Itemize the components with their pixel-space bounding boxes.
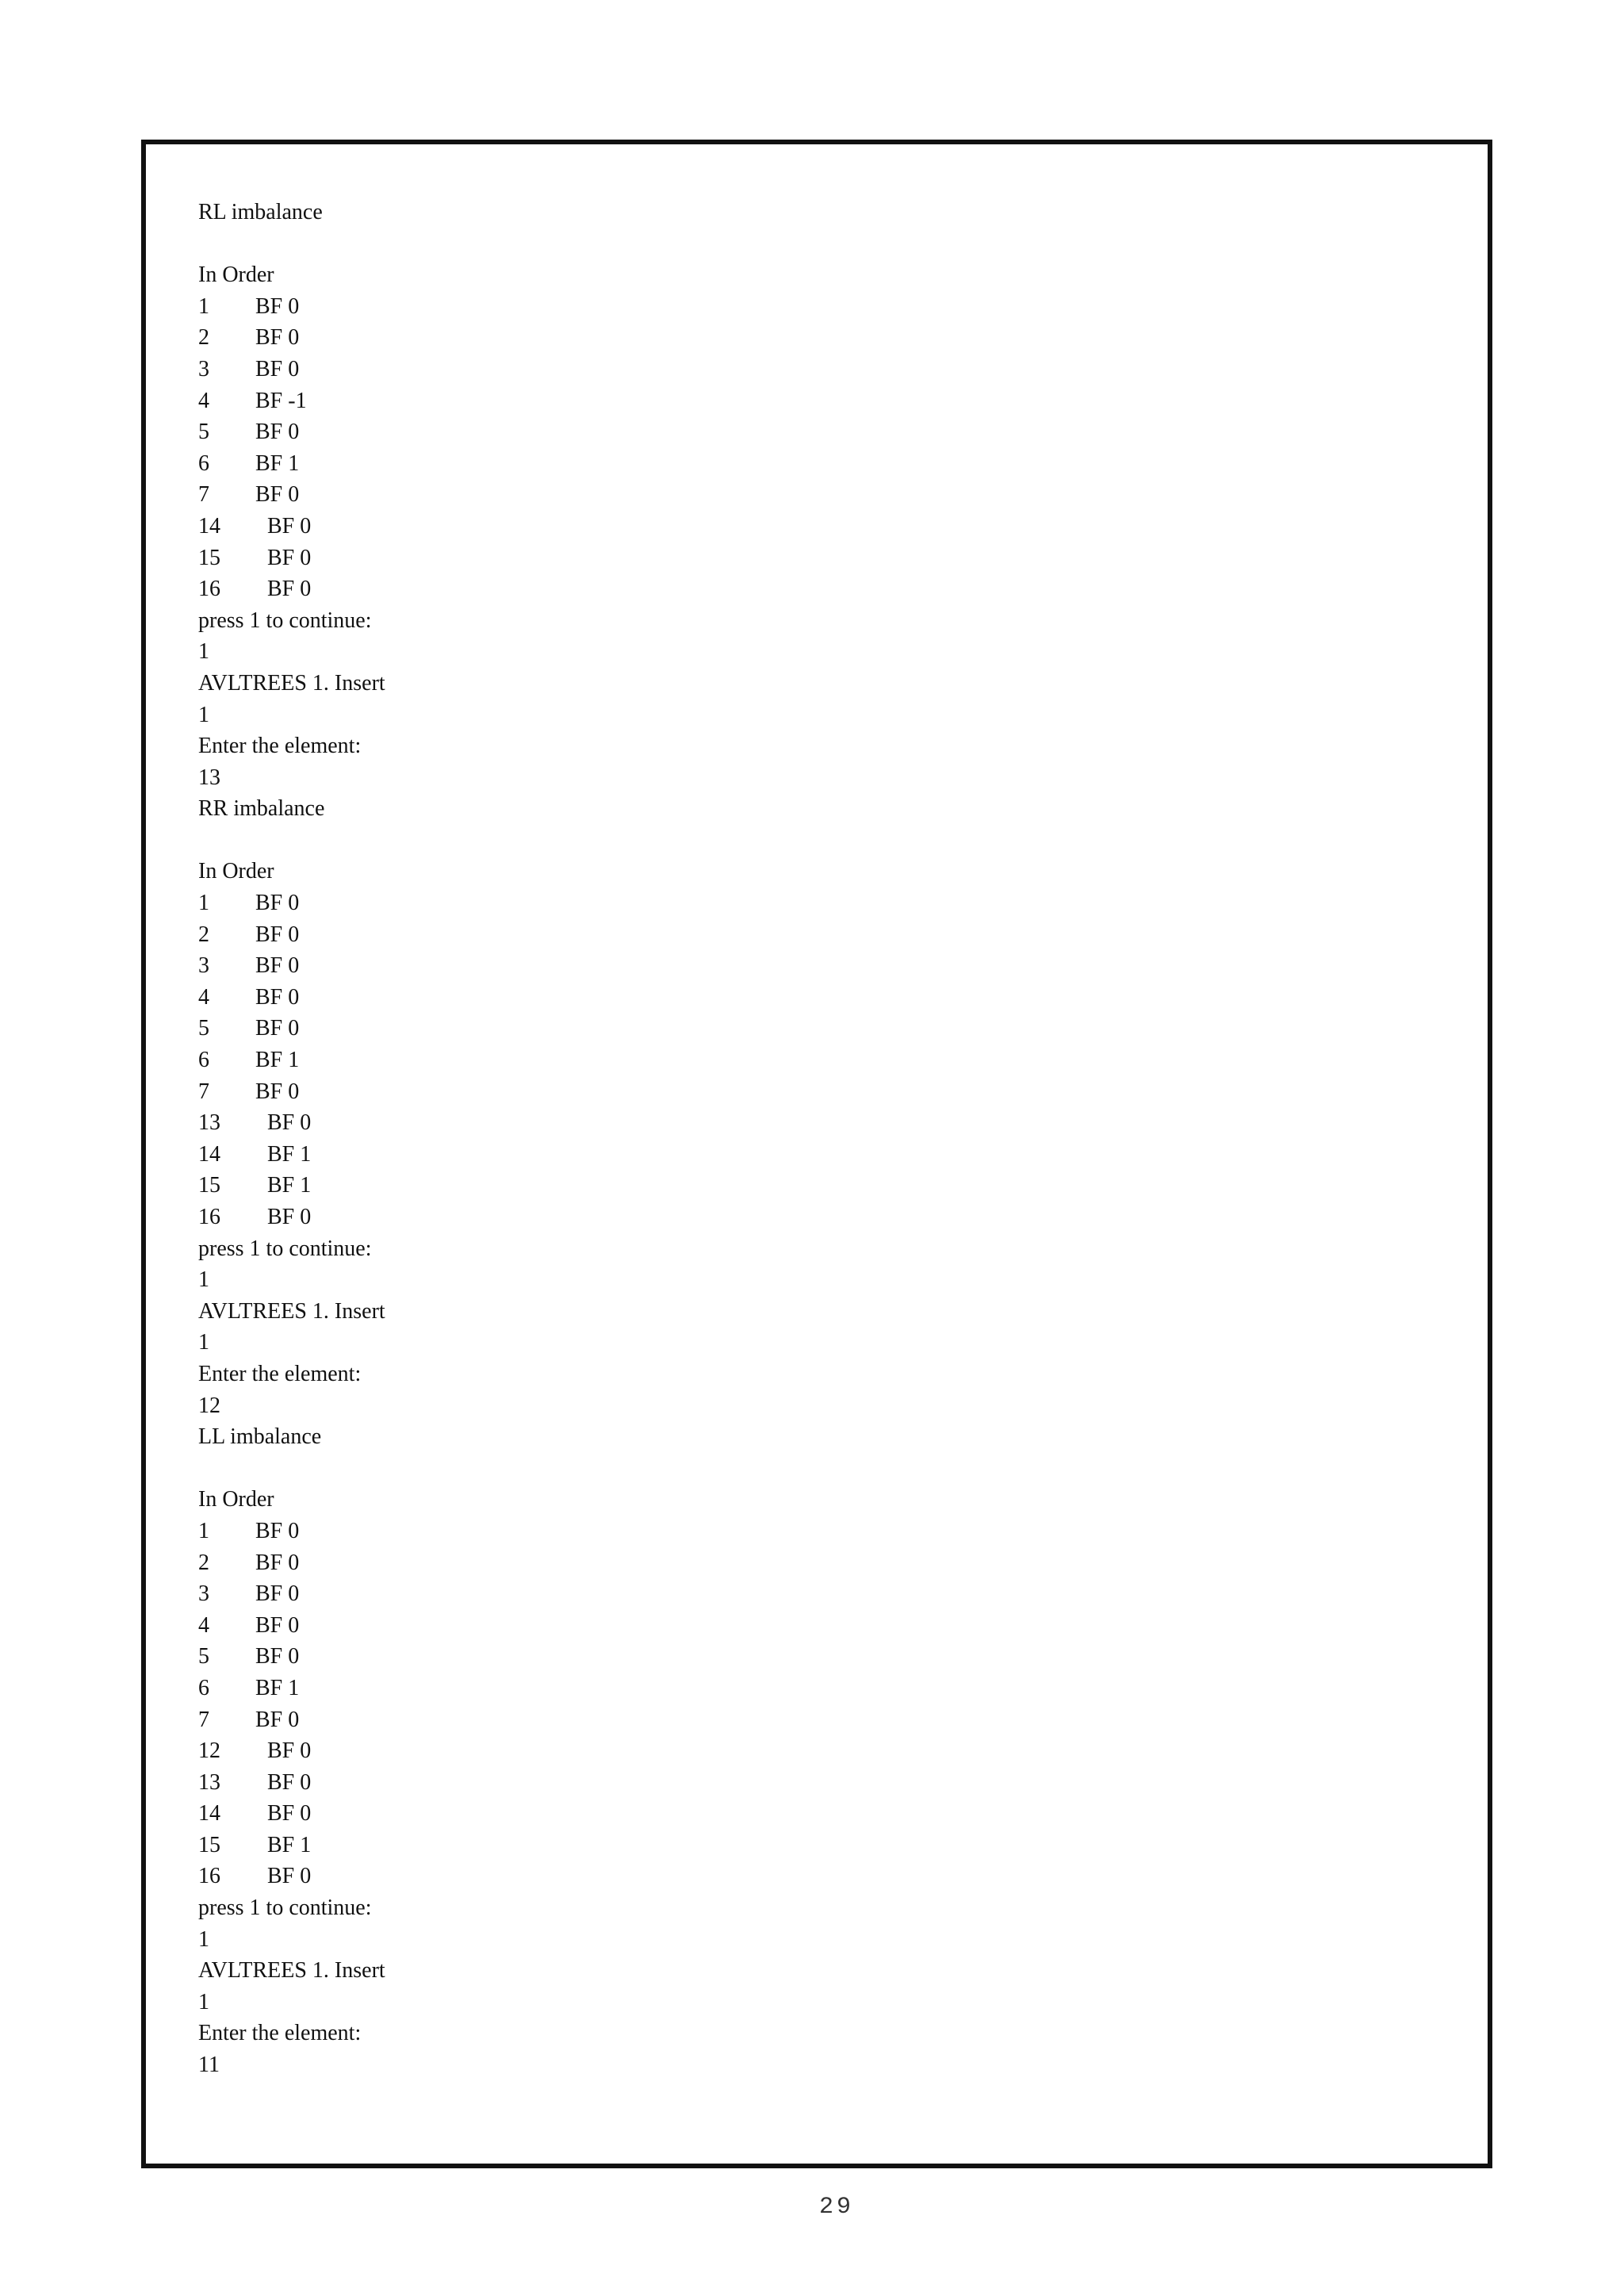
balance-factor: BF 0 — [267, 1769, 312, 1795]
inorder-node-row — [198, 1641, 1388, 1673]
balance-factor: BF 0 — [255, 953, 300, 979]
balance-factor: BF 0 — [255, 922, 300, 947]
balance-factor: BF 0 — [255, 1016, 300, 1041]
balance-factor: BF 0 — [255, 984, 300, 1010]
inorder-node-row — [198, 322, 1388, 354]
inorder-node-row — [198, 982, 1388, 1014]
node-value: 6 — [198, 1048, 209, 1073]
console-line: 1 — [198, 1330, 209, 1355]
balance-factor: BF 0 — [255, 420, 300, 445]
inorder-node-row — [198, 1830, 1388, 1861]
page-number: 29 — [818, 2194, 854, 2221]
inorder-node-row — [198, 887, 1388, 919]
balance-factor: BF 0 — [255, 293, 300, 319]
inorder-node-row — [198, 1139, 1388, 1171]
node-value: 3 — [198, 1581, 209, 1607]
node-value: 16 — [198, 577, 220, 602]
node-value: 16 — [198, 1864, 220, 1889]
inorder-node-row — [198, 1735, 1388, 1767]
node-value: 7 — [198, 1707, 209, 1732]
inorder-node-row — [198, 1798, 1388, 1830]
balance-factor: BF 0 — [255, 325, 300, 351]
balance-factor: BF 0 — [267, 1738, 312, 1764]
inorder-node-row — [198, 385, 1388, 417]
node-value: 12 — [198, 1738, 220, 1764]
inorder-node-row — [198, 1578, 1388, 1610]
console-line: 11 — [198, 2053, 220, 2078]
balance-factor: BF 0 — [255, 891, 300, 916]
node-value: 2 — [198, 325, 209, 351]
balance-factor: BF 0 — [267, 577, 312, 602]
node-value: 3 — [198, 953, 209, 979]
balance-factor: BF 1 — [267, 1173, 312, 1198]
blank-line — [198, 228, 1388, 260]
console-line: press 1 to continue: — [198, 608, 372, 633]
blank-line — [198, 825, 1388, 857]
balance-factor: BF 1 — [255, 1675, 300, 1700]
inorder-node-row — [198, 291, 1388, 323]
node-value: 5 — [198, 420, 209, 445]
balance-factor: BF 0 — [267, 545, 312, 570]
inorder-node-row — [198, 1045, 1388, 1076]
inorder-node-row — [198, 542, 1388, 574]
console-line: 1 — [198, 702, 209, 727]
console-line: Enter the element: — [198, 734, 362, 759]
inorder-node-row — [198, 416, 1388, 448]
console-line: In Order — [198, 263, 274, 288]
balance-factor: BF 1 — [267, 1141, 312, 1167]
inorder-node-row — [198, 1107, 1388, 1139]
console-line: AVLTREES 1. Insert — [198, 1298, 385, 1324]
node-value: 2 — [198, 922, 209, 947]
node-value: 6 — [198, 1675, 209, 1700]
inorder-node-row — [198, 479, 1388, 511]
node-value: 14 — [198, 513, 220, 539]
node-value: 1 — [198, 293, 209, 319]
console-line: AVLTREES 1. Insert — [198, 670, 385, 696]
node-value: 4 — [198, 388, 209, 413]
console-line: 1 — [198, 1989, 209, 2014]
node-value: 4 — [198, 984, 209, 1010]
balance-factor: BF 0 — [255, 356, 300, 381]
node-value: 1 — [198, 891, 209, 916]
node-value: 5 — [198, 1644, 209, 1669]
node-value: 3 — [198, 356, 209, 381]
node-value: 16 — [198, 1205, 220, 1229]
console-line: 12 — [198, 1393, 220, 1418]
console-line: 1 — [198, 639, 209, 665]
inorder-node-row — [198, 919, 1388, 951]
console-line: Enter the element: — [198, 1361, 362, 1386]
node-value: 5 — [198, 1016, 209, 1041]
console-output — [198, 197, 1388, 2081]
console-line: AVLTREES 1. Insert — [198, 1958, 385, 1984]
balance-factor: BF 0 — [255, 1550, 300, 1575]
balance-factor: BF 0 — [255, 1518, 300, 1543]
balance-factor: BF 0 — [255, 1079, 300, 1104]
inorder-node-row — [198, 1076, 1388, 1108]
console-line: RR imbalance — [198, 796, 325, 822]
node-value: 1 — [198, 1518, 209, 1543]
balance-factor: BF 0 — [255, 1644, 300, 1669]
balance-factor: BF 0 — [255, 482, 300, 508]
node-value: 13 — [198, 1110, 220, 1136]
balance-factor: BF 0 — [255, 1581, 300, 1607]
console-line: RL imbalance — [198, 200, 323, 224]
inorder-node-row — [198, 950, 1388, 982]
node-value: 14 — [198, 1141, 220, 1167]
node-value: 2 — [198, 1550, 209, 1575]
node-value: 6 — [198, 450, 209, 476]
inorder-node-row — [198, 1170, 1388, 1202]
console-line: LL imbalance — [198, 1424, 322, 1450]
console-line: In Order — [198, 1487, 274, 1512]
inorder-node-row — [198, 511, 1388, 542]
balance-factor: BF 1 — [267, 1832, 312, 1857]
console-line: 1 — [198, 1926, 209, 1952]
balance-factor: BF -1 — [255, 388, 307, 413]
balance-factor: BF 0 — [267, 513, 312, 539]
inorder-node-row — [198, 1861, 1388, 1892]
node-value: 7 — [198, 482, 209, 508]
inorder-node-row — [198, 354, 1388, 385]
balance-factor: BF 0 — [267, 1864, 312, 1889]
inorder-node-row — [198, 1704, 1388, 1736]
balance-factor: BF 0 — [255, 1707, 300, 1732]
console-line: 13 — [198, 765, 220, 790]
node-value: 13 — [198, 1769, 220, 1795]
inorder-node-row — [198, 1013, 1388, 1045]
console-line: Enter the element: — [198, 2021, 362, 2046]
balance-factor: BF 1 — [255, 1048, 300, 1073]
inorder-node-row — [198, 1767, 1388, 1799]
balance-factor: BF 1 — [255, 450, 300, 476]
inorder-node-row — [198, 1673, 1388, 1704]
node-value: 4 — [198, 1612, 209, 1638]
console-line: In Order — [198, 859, 274, 884]
balance-factor: BF 0 — [267, 1801, 312, 1826]
node-value: 15 — [198, 1832, 220, 1857]
balance-factor: BF 0 — [267, 1110, 312, 1136]
balance-factor: BF 0 — [255, 1612, 300, 1638]
inorder-node-row — [198, 1516, 1388, 1547]
console-line: press 1 to continue: — [198, 1236, 372, 1261]
node-value: 15 — [198, 1173, 220, 1198]
console-line: press 1 to continue: — [198, 1895, 372, 1921]
inorder-node-row — [198, 1610, 1388, 1642]
blank-line — [198, 1453, 1388, 1485]
balance-factor: BF 0 — [267, 1205, 312, 1229]
node-value: 14 — [198, 1801, 220, 1826]
node-value: 15 — [198, 545, 220, 570]
node-value: 7 — [198, 1079, 209, 1104]
inorder-node-row — [198, 573, 1388, 605]
inorder-node-row — [198, 448, 1388, 480]
console-line: 1 — [198, 1267, 209, 1293]
inorder-node-row — [198, 1202, 1388, 1233]
inorder-node-row — [198, 1547, 1388, 1579]
